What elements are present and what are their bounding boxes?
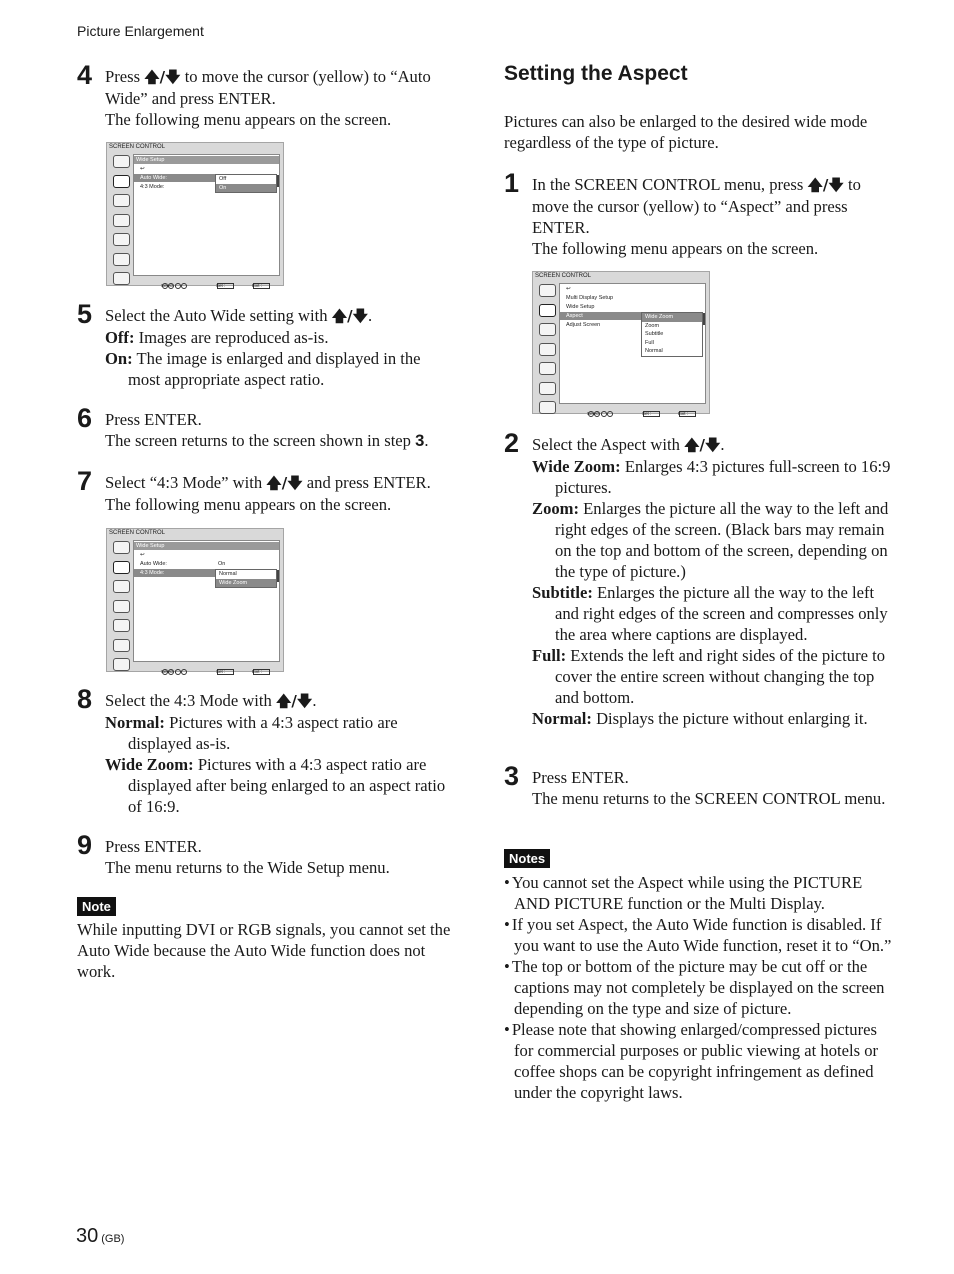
osd-row-wide-setup: Wide Setup: [566, 304, 595, 310]
osd-menu-43-mode: SCREEN CONTROL Wide Setup ↩ Auto Wide: On 4:3 Mode: Normal Wide Zoom Select : Set : Exit :: [106, 528, 284, 672]
step-8: 8 Select the 4:3 Mode with 🡅/🡇. Normal: Pictures with a 4:3 aspect ratio are displayed as-is. Wide Zoom: Pictures with a 4:3 aspect ratio are displayed after being enlarged to an aspect ratio of 16:9.: [77, 690, 453, 817]
osd-popup: [215, 569, 277, 588]
osd-popup: [641, 312, 703, 357]
audio-icon: [113, 580, 130, 593]
osd-row-multi-display: Multi Display Setup: [566, 295, 614, 301]
note-label: Note: [77, 897, 116, 916]
osd-icon-bar: [110, 155, 132, 292]
osd-option-zoom: Zoom: [645, 322, 660, 329]
step-number: 1: [504, 168, 520, 198]
osd-row-aspect: Aspect: [560, 312, 641, 320]
osd-icon-bar: [110, 541, 132, 678]
step-number: 7: [77, 466, 93, 496]
osd-option-on: On: [216, 184, 276, 193]
step-7: 7 Select “4:3 Mode” with 🡅/🡇 and press ENTER. The following menu appears on the screen.: [77, 466, 431, 514]
setup-icon: [539, 343, 556, 356]
osd-panel: [133, 540, 280, 662]
step-number: 5: [77, 299, 93, 329]
osd-row-auto-wide: Auto Wide: On: [140, 561, 226, 567]
definition-wide-zoom: Wide Zoom: Pictures with a 4:3 aspect ratio are displayed after being enlarged to an aspect ratio of 16:9.: [105, 755, 446, 816]
note-item: • You cannot set the Aspect while using the PICTURE AND PICTURE function or the Multi Display.: [504, 872, 894, 914]
step-number: 4: [77, 60, 93, 90]
step-5: 5 Select the Auto Wide setting with 🡅/🡇. Off: Images are reproduced as-is. On: The image is enlarged and displayed in the most appropriate aspect ratio.: [77, 305, 453, 390]
up-down-arrow-icon: 🡅/🡇: [266, 474, 303, 492]
step-number: 9: [77, 830, 93, 860]
page-number: 30 (GB): [76, 1225, 125, 1247]
timer-icon: [539, 382, 556, 395]
input-icon: [113, 272, 130, 285]
back-icon: ↩: [140, 166, 145, 172]
up-down-arrow-icon: 🡅/🡇: [807, 176, 844, 194]
picture-icon: [539, 284, 556, 297]
note-text: While inputting DVI or RGB signals, you cannot set the Auto Wide because the Auto Wide function does not work.: [77, 920, 451, 981]
running-header: Picture Enlargement: [77, 23, 204, 39]
step-3: 3 Press ENTER. The menu returns to the SCREEN CONTROL menu.: [504, 761, 886, 808]
osd-menu-aspect: SCREEN CONTROL ↩ Multi Display Setup Wide Setup Aspect Adjust Screen Wide Zoom Zoom Subtitle Full Normal Select : Set : Exit :: [532, 271, 710, 414]
definition-on: On: The image is enlarged and displayed in the most appropriate aspect ratio.: [105, 349, 421, 389]
definition-wide-zoom: Wide Zoom: Enlarges 4:3 pictures full-screen to 16:9 pictures.: [532, 457, 891, 497]
step-number: 3: [504, 761, 520, 791]
up-down-arrow-icon: 🡅/🡇: [144, 68, 181, 86]
up-down-arrow-icon: 🡅/🡇: [684, 436, 721, 454]
definition-off: Off: Images are reproduced as-is.: [105, 328, 329, 347]
definition-normal: Normal: Displays the picture without enlarging it.: [532, 709, 868, 728]
step-1: 1 In the SCREEN CONTROL menu, press 🡅/🡇 to move the cursor (yellow) to “Aspect” and press ENTER. The following menu appears on the screen.: [504, 168, 861, 258]
back-icon: ↩: [566, 286, 571, 292]
definition-zoom: Zoom: Enlarges the picture all the way to the left and right edges of the screen. (Black bars may remain on the top and bottom of the screen, depending on the type of picture.): [532, 499, 889, 581]
osd-row-43-mode: 4:3 Mode:: [140, 184, 165, 190]
note-item: • Please note that showing enlarged/compressed pictures for commercial purposes or public viewing at hotels or coffee shops can be copyright infringement as defined under the copyright laws.: [504, 1019, 894, 1103]
input-icon: [539, 401, 556, 414]
timer-icon: [113, 639, 130, 652]
osd-menu-auto-wide: SCREEN CONTROL Wide Setup ↩ Auto Wide: 4:3 Mode: Off On Select : Set : Exit :: [106, 142, 284, 286]
back-icon: ↩: [140, 552, 145, 558]
osd-title: SCREEN CONTROL: [535, 273, 592, 279]
osd-title: SCREEN CONTROL: [109, 530, 166, 536]
section-heading: Setting the Aspect: [504, 62, 688, 85]
setup-icon: [113, 214, 130, 227]
step-number: 6: [77, 403, 93, 433]
osd-row-adjust-screen: Adjust Screen: [566, 322, 601, 328]
notes-list: [504, 872, 894, 1103]
option-icon: [113, 619, 130, 632]
osd-icon-bar: [536, 284, 558, 421]
setup-icon: [113, 600, 130, 613]
osd-option-full: Full: [645, 339, 654, 346]
osd-option-normal: Normal: [645, 348, 663, 354]
osd-option-wide-zoom: Wide Zoom: [642, 313, 702, 322]
audio-icon: [539, 323, 556, 336]
step-2: 2 Select the Aspect with 🡅/🡇. Wide Zoom: Enlarges 4:3 pictures full-screen to 16:9 pictures. Zoom: Enlarges the picture all the way to the left and right edges of the screen. (Black bars may remain on the top and bottom of the screen, depending on the type of picture.) Subtitle: Enlarges the picture all the way to the left and right edges of the screen and compresses only the area where captions are displayed. Full: Extends the left and right sides of the picture to cover the entire screen without changing the top and bottom. Normal: Displays the picture without enlarging it.: [504, 434, 894, 729]
osd-option-wide-zoom: Wide Zoom: [216, 579, 276, 588]
step-4: 4 Press 🡅/🡇 to move the cursor (yellow) to “Auto Wide” and press ENTER. The following menu appears on the screen.: [77, 60, 431, 129]
osd-panel-header: Wide Setup: [134, 542, 279, 550]
intro-text: Pictures can also be enlarged to the desired wide mode regardless of the type of picture.: [504, 112, 868, 152]
step-6: 6 Press ENTER. The screen returns to the screen shown in step 3.: [77, 403, 429, 450]
screen-icon: [113, 175, 130, 188]
step-number: 8: [77, 684, 93, 714]
osd-option-subtitle: Subtitle: [645, 331, 664, 337]
note-item: • If you set Aspect, the Auto Wide function is disabled. If you want to use the Auto Wide function, reset it to “On.”: [504, 914, 894, 956]
screen-icon: [539, 304, 556, 317]
osd-panel: [133, 154, 280, 276]
audio-icon: [113, 194, 130, 207]
osd-value-on: On: [218, 561, 226, 567]
picture-icon: [113, 155, 130, 168]
osd-option-normal: Normal: [219, 571, 237, 577]
notes-label: Notes: [504, 849, 550, 868]
up-down-arrow-icon: 🡅/🡇: [276, 692, 313, 710]
picture-icon: [113, 541, 130, 554]
definition-subtitle: Subtitle: Enlarges the picture all the way to the left and right edges of the screen and compresses only the area where captions are displayed.: [532, 583, 888, 644]
definition-normal: Normal: Pictures with a 4:3 aspect ratio are displayed as-is.: [105, 713, 398, 753]
osd-panel: [559, 283, 706, 404]
osd-title: SCREEN CONTROL: [109, 144, 166, 150]
osd-row-43-mode: 4:3 Mode:: [134, 569, 215, 577]
note-item: • The top or bottom of the picture may be cut off or the captions may not completely be displayed on the screen depending on the type and size of picture.: [504, 956, 894, 1019]
osd-row-auto-wide: Auto Wide:: [134, 174, 215, 182]
osd-option-off: Off: [219, 176, 227, 182]
step-number: 2: [504, 428, 520, 458]
step-9: 9 Press ENTER. The menu returns to the Wide Setup menu.: [77, 830, 390, 877]
screen-icon: [113, 561, 130, 574]
osd-panel-header: Wide Setup: [134, 156, 279, 164]
timer-icon: [113, 253, 130, 266]
option-icon: [539, 362, 556, 375]
input-icon: [113, 658, 130, 671]
definition-full: Full: Extends the left and right sides of the picture to cover the entire screen without changing the top and bottom.: [532, 646, 886, 707]
option-icon: [113, 233, 130, 246]
osd-popup: [215, 174, 277, 193]
up-down-arrow-icon: 🡅/🡇: [331, 307, 369, 325]
